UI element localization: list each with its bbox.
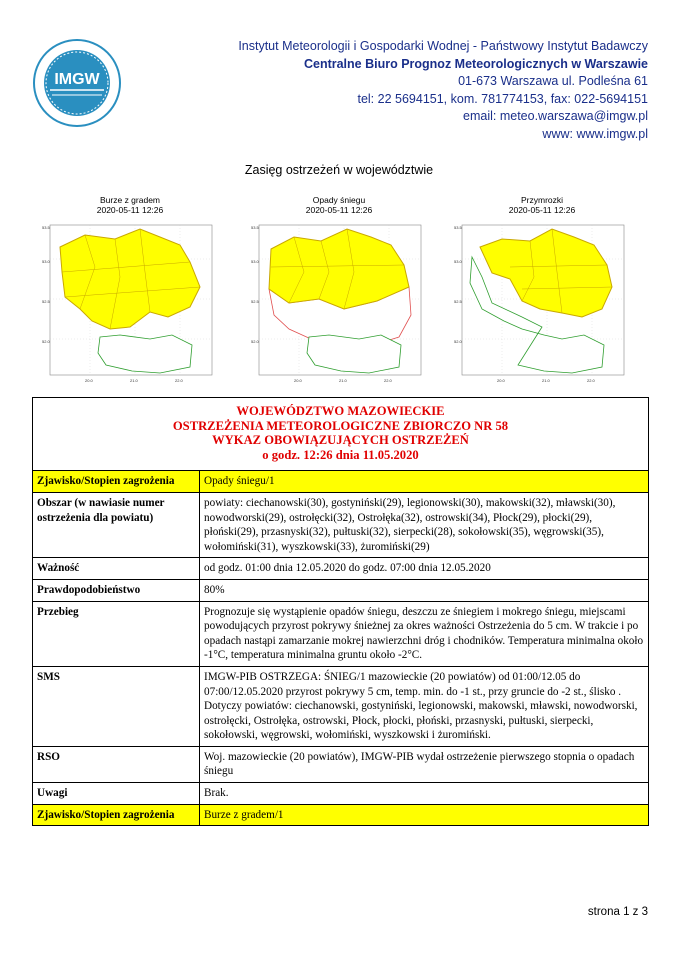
svg-text:21.0: 21.0 xyxy=(339,378,347,383)
svg-text:53.5: 53.5 xyxy=(454,225,462,230)
map-title: Przymrozki xyxy=(520,195,564,205)
title-line-region: WOJEWÓDZTWO MAZOWIECKIE xyxy=(236,404,445,418)
title-line-time: o godz. 12:26 dnia 11.05.2020 xyxy=(262,447,419,462)
svg-text:21.0: 21.0 xyxy=(130,378,138,383)
table-row xyxy=(33,666,649,746)
warning-table xyxy=(32,397,649,826)
institute-header xyxy=(238,38,648,144)
row-value: Brak. xyxy=(200,783,649,805)
svg-text:53.0: 53.0 xyxy=(454,259,462,264)
map-opady-sniegu xyxy=(249,195,429,389)
map-opady-svg xyxy=(249,217,429,389)
svg-text:53.5: 53.5 xyxy=(42,225,50,230)
svg-text:53.0: 53.0 xyxy=(42,259,50,264)
map-burze xyxy=(40,195,220,389)
svg-text:21.0: 21.0 xyxy=(542,378,550,383)
address: 01-673 Warszawa ul. Podleśna 61 xyxy=(458,74,648,89)
table-row xyxy=(33,579,649,601)
row-label: Obszar (w nawiasie numer ostrzeżenia dla powiatu) xyxy=(33,492,200,557)
maps-section-title: Zasięg ostrzeżeń w województwie xyxy=(244,163,434,177)
svg-text:52.0: 52.0 xyxy=(42,339,50,344)
row-value: od godz. 01:00 dnia 12.05.2020 do godz. 07:00 dnia 12.05.2020 xyxy=(200,558,649,580)
map-date: 2020-05-11 12:26 xyxy=(305,205,373,215)
title-line-bulletin: OSTRZEŻENIA METEOROLOGICZNE ZBIORCZO NR 58 xyxy=(172,418,509,433)
table-row xyxy=(33,471,649,493)
svg-text:20.0: 20.0 xyxy=(85,378,93,383)
map-date: 2020-05-11 12:26 xyxy=(96,205,164,215)
svg-text:22.0: 22.0 xyxy=(384,378,392,383)
svg-text:52.5: 52.5 xyxy=(454,299,462,304)
map-title: Opady śniegu xyxy=(312,195,366,205)
row-label: SMS xyxy=(33,666,200,746)
map-przymrozki xyxy=(452,195,632,389)
table-title-row xyxy=(33,398,649,471)
table-row xyxy=(33,783,649,805)
map-burze-svg xyxy=(40,217,220,389)
title-line-list: WYKAZ OBOWIĄZUJĄCYCH OSTRZEŻEŃ xyxy=(212,433,469,448)
table-row xyxy=(33,746,649,782)
email-link[interactable]: email: meteo.warszawa@imgw.pl xyxy=(463,109,648,124)
row-label: RSO xyxy=(33,746,200,782)
svg-text:52.0: 52.0 xyxy=(251,339,259,344)
row-label: Zjawisko/Stopien zagrożenia xyxy=(33,471,200,493)
phone: tel: 22 5694151, kom. 781774153, fax: 022-5694151 xyxy=(357,91,648,106)
map-date: 2020-05-11 12:26 xyxy=(508,205,576,215)
svg-text:52.5: 52.5 xyxy=(251,299,259,304)
svg-text:22.0: 22.0 xyxy=(587,378,595,383)
row-value: Burze z gradem/1 xyxy=(200,804,649,826)
svg-text:52.5: 52.5 xyxy=(42,299,50,304)
svg-text:IMGW: IMGW xyxy=(54,71,100,88)
imgw-logo xyxy=(32,38,122,128)
row-label: Przebieg xyxy=(33,601,200,666)
row-value: powiaty: ciechanowski(30), gostyniński(29), legionowski(30), makowski(32), mławski(30), nowodworski(29), ostrołęcki(32), Ostrołęka(32), ostrowski(34), Płock(29), płocki(29), płoński(29), przasnyski(32), pułtuski(32), sierpecki(28), sokołowski(35), węgrowski(35), wołomiński(31), wyszkowski(33), żuromiński(29) xyxy=(200,492,649,557)
svg-text:53.0: 53.0 xyxy=(251,259,259,264)
page-number: strona 1 z 3 xyxy=(587,906,648,918)
row-label: Ważność xyxy=(33,558,200,580)
table-row xyxy=(33,558,649,580)
row-value: 80% xyxy=(200,579,649,601)
svg-text:53.5: 53.5 xyxy=(251,225,259,230)
row-label: Prawdopodobieństwo xyxy=(33,579,200,601)
row-value: IMGW-PIB OSTRZEGA: ŚNIEG/1 mazowieckie (20 powiatów) od 01:00/12.05 do 07:00/12.05.2020 przyrost pokrywy 5 cm, temp. min. do -1 st., przy gruncie do -2 st., ślisko . Dotyczy powiatów: ciechanowski, gostyniński, legionowski, makowski, mławski, nowodworski, ostrołęcki, Ostrołęka, ostrowski, Płock, płocki, płoński, przasnyski, pułtuski, sierpecki, sokołowski, węgrowski, wołomiński, wyszkowski i żuromiński. xyxy=(200,666,649,746)
svg-text:20.0: 20.0 xyxy=(497,378,505,383)
row-label: Zjawisko/Stopien zagrożenia xyxy=(33,804,200,826)
map-title: Burze z gradem xyxy=(100,195,160,205)
svg-text:22.0: 22.0 xyxy=(175,378,183,383)
institute-name: Instytut Meteorologii i Gospodarki Wodnej - Państwowy Instytut Badawczy xyxy=(238,39,648,53)
row-value: Opady śniegu/1 xyxy=(200,471,649,493)
table-row xyxy=(33,601,649,666)
row-value: Woj. mazowieckie (20 powiatów), IMGW-PIB wydał ostrzeżenie pierwszego stopnia o opadach śniegu xyxy=(200,746,649,782)
table-row xyxy=(33,804,649,826)
website-link[interactable]: www: www.imgw.pl xyxy=(542,126,648,141)
row-value: Prognozuje się wystąpienie opadów śniegu, deszczu ze śniegiem i mokrego śniegu, miejscami powodujących przyrost pokrywy śnieżnej za okres ważności Ostrzeżenia do 5 cm. W trakcie i po opadach nastąpi zamarzanie mokrej nawierzchni dróg i chodników. Temperatura minimalna około -1°C, temperatura minimalna gruntu około -2°C. xyxy=(200,601,649,666)
bureau-name: Centralne Biuro Prognoz Meteorologicznych w Warszawie xyxy=(303,56,648,71)
table-row xyxy=(33,492,649,557)
warning-title xyxy=(33,398,649,471)
svg-text:52.0: 52.0 xyxy=(454,339,462,344)
row-label: Uwagi xyxy=(33,783,200,805)
svg-text:20.0: 20.0 xyxy=(294,378,302,383)
map-przymrozki-svg xyxy=(452,217,632,389)
